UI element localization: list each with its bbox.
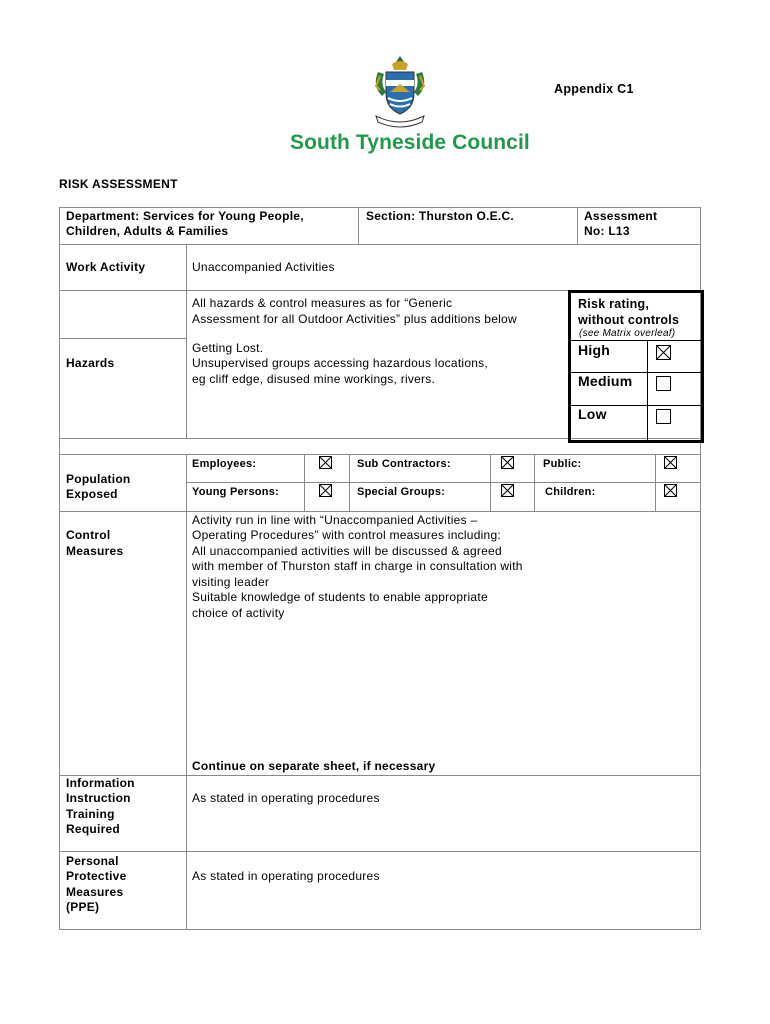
risk-rating-box bbox=[568, 290, 704, 443]
control-measure-line: All unaccompanied activities will be discussed & agreed bbox=[192, 544, 502, 558]
checkbox-checked-icon[interactable] bbox=[664, 456, 677, 469]
department-label-cont: Children, Adults & Families bbox=[66, 224, 229, 238]
council-name: South Tyneside Council bbox=[290, 131, 530, 154]
control-measure-line: Operating Procedures” with control measures including: bbox=[192, 528, 501, 542]
appendix-label: Appendix C1 bbox=[554, 82, 634, 96]
population-young-persons: Young Persons: bbox=[192, 486, 280, 498]
assessment-number: No: L13 bbox=[584, 224, 630, 238]
assessment-label: Assessment bbox=[584, 209, 658, 223]
control-measure-line: Suitable knowledge of students to enable appropriate bbox=[192, 590, 488, 604]
population-label-cont: Exposed bbox=[66, 487, 118, 501]
control-measure-line: visiting leader bbox=[192, 575, 270, 589]
ppe-label-abbrev: (PPE) bbox=[66, 900, 100, 914]
risk-rating-title: Risk rating, bbox=[578, 297, 650, 311]
risk-level-medium: Medium bbox=[578, 373, 633, 389]
work-activity-value: Unaccompanied Activities bbox=[192, 260, 335, 274]
control-measures-label-cont: Measures bbox=[66, 544, 124, 558]
population-public: Public: bbox=[543, 458, 582, 470]
section-label: Section: Thurston O.E.C. bbox=[366, 209, 515, 223]
hazard-line: eg cliff edge, disused mine workings, rivers. bbox=[192, 372, 436, 386]
ppe-label-protective: Protective bbox=[66, 869, 127, 883]
ppe-label-measures: Measures bbox=[66, 885, 124, 899]
hazards-label: Hazards bbox=[66, 356, 115, 370]
risk-level-high: High bbox=[578, 342, 611, 358]
population-label: Population bbox=[66, 472, 131, 486]
checkbox-empty-icon[interactable] bbox=[656, 376, 671, 391]
hazard-line: Getting Lost. bbox=[192, 341, 264, 355]
population-employees: Employees: bbox=[192, 458, 257, 470]
risk-rating-note: (see Matrix overleaf) bbox=[579, 328, 676, 339]
instruction-label: Instruction bbox=[66, 791, 131, 805]
checkbox-checked-icon[interactable] bbox=[501, 484, 514, 497]
checkbox-checked-icon[interactable] bbox=[501, 456, 514, 469]
checkbox-checked-icon[interactable] bbox=[319, 484, 332, 497]
page-title: RISK ASSESSMENT bbox=[59, 177, 178, 191]
population-children: Children: bbox=[545, 486, 596, 498]
ppe-value: As stated in operating procedures bbox=[192, 869, 380, 883]
ppe-label-personal: Personal bbox=[66, 854, 119, 868]
population-sub-contractors: Sub Contractors: bbox=[357, 458, 451, 470]
checkbox-checked-icon[interactable] bbox=[319, 456, 332, 469]
training-label: Training bbox=[66, 807, 115, 821]
risk-level-low: Low bbox=[578, 406, 607, 422]
required-label: Required bbox=[66, 822, 121, 836]
control-measures-label: Control bbox=[66, 528, 111, 542]
hazards-generic-note-cont: Assessment for all Outdoor Activities” plus additions below bbox=[192, 312, 517, 326]
population-special-groups: Special Groups: bbox=[357, 486, 446, 498]
information-value: As stated in operating procedures bbox=[192, 791, 380, 805]
control-measure-line: with member of Thurston staff in charge in consultation with bbox=[192, 559, 523, 573]
department-label: Department: Services for Young People, bbox=[66, 209, 304, 223]
checkbox-checked-icon[interactable] bbox=[664, 484, 677, 497]
hazard-line: Unsupervised groups accessing hazardous locations, bbox=[192, 356, 488, 370]
hazards-generic-note: All hazards & control measures as for “Generic bbox=[192, 296, 453, 310]
checkbox-empty-icon[interactable] bbox=[656, 409, 671, 424]
control-measure-line: choice of activity bbox=[192, 606, 285, 620]
risk-rating-subtitle: without controls bbox=[578, 313, 680, 327]
control-measure-line: Activity run in line with “Unaccompanied Activities – bbox=[192, 513, 478, 527]
council-crest-icon bbox=[372, 54, 428, 130]
continue-note: Continue on separate sheet, if necessary bbox=[192, 759, 436, 773]
information-label: Information bbox=[66, 776, 135, 790]
work-activity-label: Work Activity bbox=[66, 260, 146, 274]
checkbox-checked-icon[interactable] bbox=[656, 345, 671, 360]
